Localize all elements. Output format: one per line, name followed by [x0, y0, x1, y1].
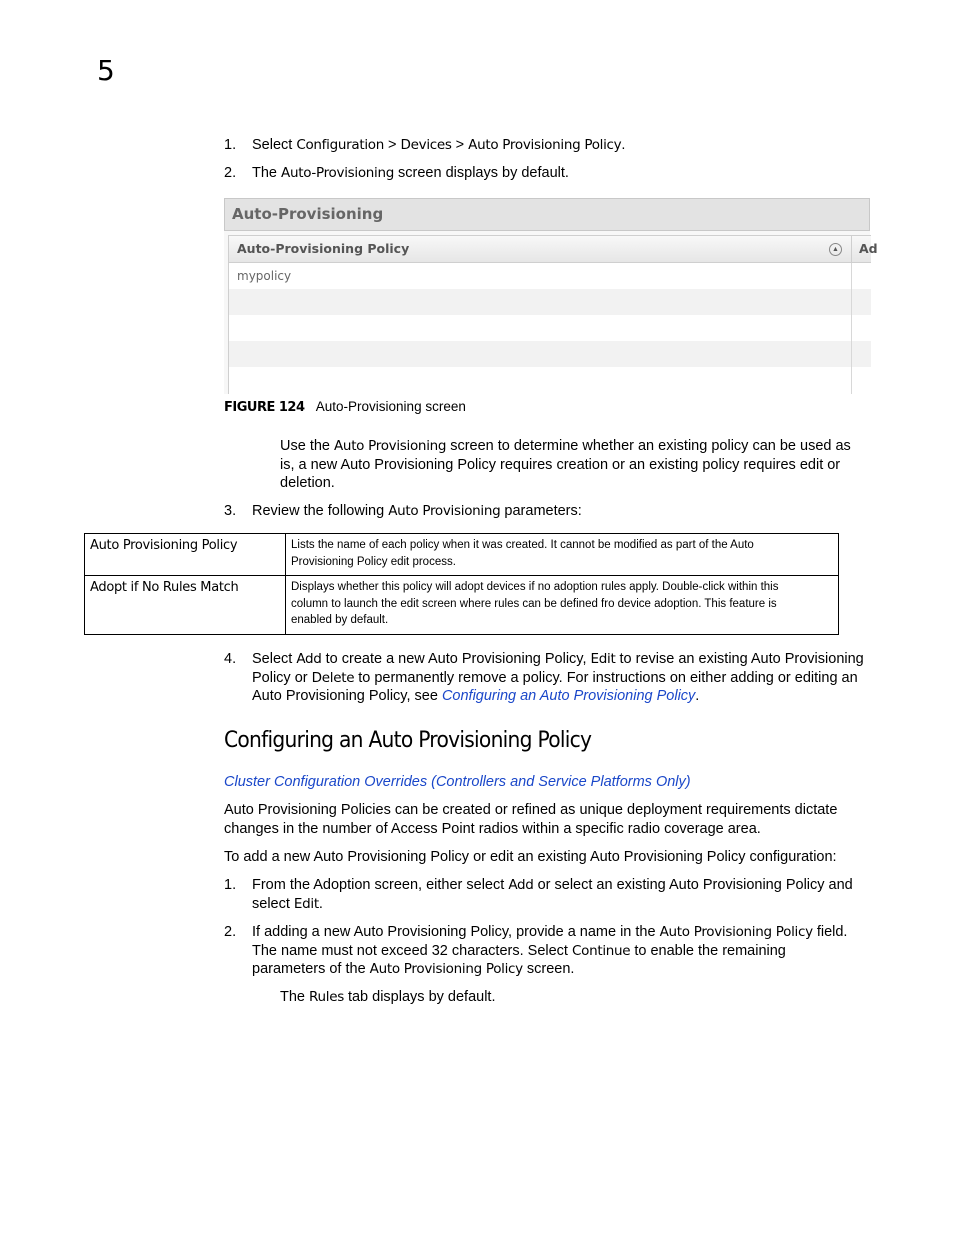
param-description: Displays whether this policy will adopt devices if no adoption rules apply. Double-click within this column to launch the edit screen where rules can be defined fro device adoption. This feature is enabled by default.: [286, 576, 839, 635]
policy-grid: [228, 235, 878, 394]
rules-note: The Rules tab displays by default.: [280, 989, 496, 1005]
column-header-adopt[interactable]: Ad: [859, 241, 878, 256]
grid-header: [229, 235, 878, 263]
menu-devices: Devices: [400, 137, 452, 153]
menu-auto-provisioning-policy: Auto Provisioning Policy: [468, 137, 622, 153]
column-divider: [851, 263, 852, 394]
table-row[interactable]: [229, 367, 871, 393]
screen-title-bar: [224, 198, 870, 231]
chapter-number: 5: [97, 54, 115, 87]
figure-caption: FIGURE 124 Auto-Provisioning screen: [224, 399, 466, 415]
menu-configuration: Configuration: [296, 137, 384, 153]
table-row[interactable]: [229, 289, 871, 315]
param-description: Lists the name of each policy when it was created. It cannot be modified as part of the Auto Provisioning Policy edit process.: [286, 534, 839, 576]
configuring-policy-link[interactable]: Configuring an Auto Provisioning Policy: [441, 688, 696, 704]
section-heading: Configuring an Auto Provisioning Policy: [224, 728, 592, 753]
column-separator: [851, 236, 852, 263]
parameters-table: [84, 533, 839, 635]
table-row: [85, 576, 839, 635]
instructions-paragraph: To add a new Auto Provisioning Policy or edit an existing Auto Provisioning Policy configuration:: [224, 849, 837, 865]
auto-provisioning-screenshot: [224, 198, 878, 394]
table-row[interactable]: [229, 315, 871, 341]
screen-title: Auto-Provisioning: [232, 205, 384, 223]
use-paragraph: Use the Auto Provisioning screen to determine whether an existing policy can be used as is, a new Auto Provisioning Policy requires creation or an existing policy requires edit or deletion.: [280, 438, 851, 491]
table-row[interactable]: [229, 341, 871, 367]
param-name: Auto Provisioning Policy: [85, 534, 286, 576]
table-row: [85, 534, 839, 576]
param-name: Adopt if No Rules Match: [85, 576, 286, 635]
intro-paragraph: Auto Provisioning Policies can be created or refined as unique deployment requirements dictate changes in the number of Access Point radios within a specific radio coverage area.: [224, 802, 838, 837]
sort-up-icon[interactable]: ▲: [829, 243, 842, 256]
table-row[interactable]: mypolicy: [237, 269, 292, 283]
cluster-overrides-link[interactable]: Cluster Configuration Overrides (Controllers and Service Platforms Only): [224, 774, 691, 790]
column-header-policy[interactable]: Auto-Provisioning Policy: [237, 241, 410, 256]
